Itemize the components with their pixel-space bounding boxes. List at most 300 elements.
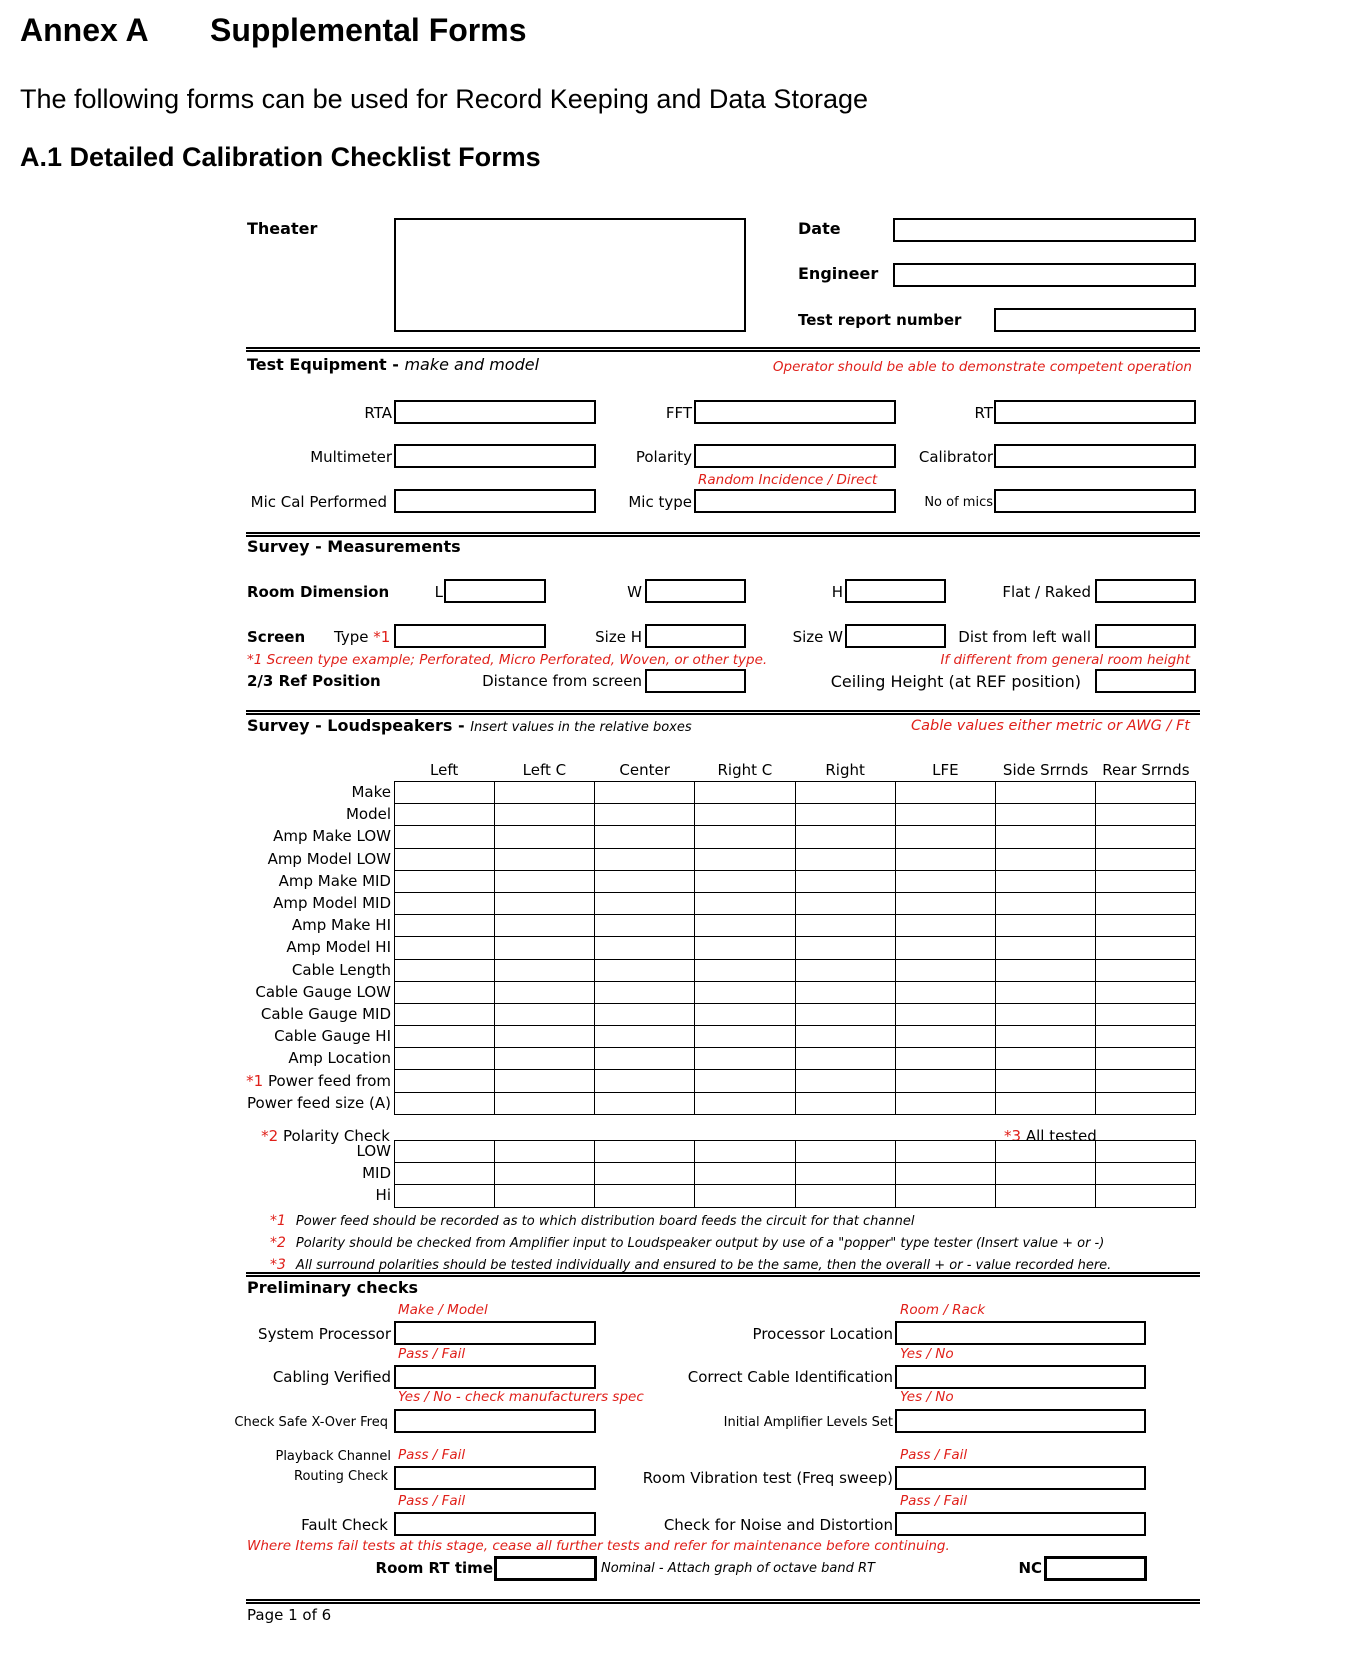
footnote-star: *2: [270, 1235, 286, 1251]
table-cell[interactable]: [495, 826, 595, 848]
table-cell[interactable]: [895, 1092, 995, 1114]
dist-left-wall-field[interactable]: [1095, 624, 1196, 648]
mic-type-hint: Random Incidence / Direct: [698, 472, 878, 488]
footnote: [270, 1213, 914, 1229]
column-header: Left: [430, 761, 459, 779]
table-cell[interactable]: [495, 892, 595, 914]
table-cell[interactable]: [995, 981, 1095, 1003]
table-cell[interactable]: [695, 1026, 795, 1048]
table-cell[interactable]: [795, 959, 895, 981]
table-cell[interactable]: [395, 937, 495, 959]
polarity-row-label: Hi: [375, 1186, 391, 1205]
table-cell[interactable]: [395, 1185, 495, 1207]
row-label: Cable Length: [291, 960, 391, 979]
row-label: Amp Model MID: [273, 894, 391, 912]
column-header: Center: [619, 761, 670, 779]
safe-xover-label: Check Safe X-Over Freq: [234, 1415, 388, 1430]
table-cell[interactable]: [595, 959, 695, 981]
table-cell[interactable]: [895, 892, 995, 914]
footnote-text: Power feed should be recorded as to which distribution board feeds the circuit for that channel: [295, 1214, 915, 1229]
row-label: Amp Make MID: [278, 871, 391, 890]
table-cell[interactable]: [495, 1048, 595, 1070]
table-cell[interactable]: [395, 826, 495, 848]
table-cell[interactable]: [595, 915, 695, 937]
table-cell[interactable]: [1095, 1003, 1195, 1025]
table-cell[interactable]: [595, 1185, 695, 1207]
screen-type-label: Type *1: [334, 628, 391, 646]
mic-cal-label: Mic Cal Performed: [250, 493, 387, 511]
table-cell[interactable]: [795, 804, 895, 826]
table-row: [395, 1003, 1196, 1025]
table-cell[interactable]: [695, 870, 795, 892]
table-cell[interactable]: [595, 1026, 695, 1048]
table-cell[interactable]: [495, 804, 595, 826]
table-cell[interactable]: [895, 1163, 995, 1185]
column-header: Side Srrnds: [1002, 761, 1089, 779]
table-cell[interactable]: [695, 848, 795, 870]
polarity-check-label: *2 Polarity Check: [261, 1127, 390, 1145]
table-cell[interactable]: [395, 782, 495, 804]
table-cell[interactable]: [395, 848, 495, 870]
table-cell[interactable]: [495, 848, 595, 870]
mic-type-field[interactable]: [694, 489, 896, 513]
row-label: Amp Model HI: [286, 938, 391, 957]
table-cell[interactable]: [995, 1092, 1095, 1114]
table-cell[interactable]: [995, 1185, 1095, 1207]
table-row: [395, 782, 1196, 804]
table-cell[interactable]: [1095, 782, 1195, 804]
column-header: Rear Srrnds: [1102, 761, 1190, 779]
row-label: Power feed size (A): [247, 1093, 391, 1112]
table-row: [395, 1092, 1196, 1114]
table-cell[interactable]: [695, 981, 795, 1003]
table-cell[interactable]: [795, 1070, 895, 1092]
table-cell[interactable]: [995, 1070, 1095, 1092]
table-row: [395, 804, 1196, 826]
table-cell[interactable]: [795, 1092, 895, 1114]
table-cell[interactable]: [995, 892, 1095, 914]
loudspeakers-heading: Survey - Loudspeakers - Insert values in the relative boxes: [247, 716, 692, 735]
table-cell[interactable]: [595, 804, 695, 826]
table-cell[interactable]: [895, 1070, 995, 1092]
row-label-text: Power feed from: [267, 1071, 391, 1090]
table-cell[interactable]: [495, 1141, 595, 1163]
table-cell[interactable]: [795, 892, 895, 914]
table-row: [395, 892, 1196, 914]
table-cell[interactable]: [1095, 1026, 1195, 1048]
dist-screen-label: Distance from screen: [482, 672, 642, 690]
height-note: If different from general room height: [940, 652, 1190, 668]
table-cell[interactable]: [695, 1141, 795, 1163]
cable-values-note: Cable values either metric or AWG / Ft: [911, 718, 1190, 734]
table-cell[interactable]: [495, 870, 595, 892]
table-cell[interactable]: [395, 1163, 495, 1185]
calibrator-field[interactable]: [994, 444, 1196, 468]
table-cell[interactable]: [895, 1048, 995, 1070]
table-cell[interactable]: [895, 1141, 995, 1163]
table-cell[interactable]: [695, 1163, 795, 1185]
table-cell[interactable]: [895, 1185, 995, 1207]
table-row: [395, 870, 1196, 892]
ref-position-label: 2/3 Ref Position: [247, 672, 381, 690]
table-cell[interactable]: [895, 804, 995, 826]
row-label: Cable Gauge HI: [274, 1027, 391, 1046]
table-cell[interactable]: [395, 915, 495, 937]
table-cell[interactable]: [695, 915, 795, 937]
operator-note: Operator should be able to demonstrate competent operation: [772, 359, 1192, 375]
polarity-table: [394, 1140, 1196, 1208]
table-cell[interactable]: [495, 1163, 595, 1185]
room-dimension-label: Room Dimension: [247, 583, 390, 601]
table-cell[interactable]: [695, 959, 795, 981]
noise-distortion-field[interactable]: [895, 1512, 1146, 1536]
table-cell[interactable]: [695, 804, 795, 826]
mic-type-label: Mic type: [628, 493, 692, 511]
table-cell[interactable]: [895, 959, 995, 981]
no-mics-label: No of mics: [924, 495, 993, 510]
section-rule: [246, 710, 1200, 715]
vibration-hint: Pass / Fail: [900, 1447, 968, 1463]
cabling-verified-label: Cabling Verified: [272, 1368, 391, 1386]
table-cell[interactable]: [1095, 981, 1195, 1003]
routing-check-label: Routing Check: [294, 1469, 388, 1484]
table-cell[interactable]: [495, 959, 595, 981]
date-field[interactable]: [893, 218, 1196, 242]
table-cell[interactable]: [595, 826, 695, 848]
table-cell[interactable]: [495, 981, 595, 1003]
table-cell[interactable]: [595, 981, 695, 1003]
system-processor-field[interactable]: [394, 1321, 596, 1345]
test-report-label: Test report number: [798, 311, 962, 329]
table-cell[interactable]: [595, 1092, 695, 1114]
table-row: [395, 826, 1196, 848]
row-label: Amp Make LOW: [273, 827, 391, 846]
table-row: [395, 1070, 1196, 1092]
table-cell[interactable]: [595, 782, 695, 804]
table-cell[interactable]: [995, 826, 1095, 848]
table-cell[interactable]: [895, 870, 995, 892]
mic-cal-field[interactable]: [394, 489, 596, 513]
table-cell[interactable]: [1095, 959, 1195, 981]
table-cell[interactable]: [995, 1141, 1095, 1163]
polarity-field[interactable]: [694, 444, 896, 468]
table-cell[interactable]: [395, 959, 495, 981]
table-cell[interactable]: [595, 1070, 695, 1092]
table-cell[interactable]: [895, 981, 995, 1003]
room-rt-label: Room RT time: [375, 1559, 493, 1577]
xover-hint: Yes / No - check manufacturers spec: [398, 1389, 644, 1405]
pass-fail-hint: Pass / Fail: [398, 1346, 466, 1362]
table-cell[interactable]: [1095, 1070, 1195, 1092]
all-tested-label: *3 All tested: [1004, 1127, 1097, 1145]
h-label: H: [831, 583, 843, 601]
footnote: [270, 1235, 1104, 1251]
row-label: [246, 1072, 391, 1090]
engineer-field[interactable]: [893, 263, 1196, 287]
section-rule: [246, 347, 1200, 352]
table-cell[interactable]: [695, 1048, 795, 1070]
table-cell[interactable]: [695, 1003, 795, 1025]
multimeter-field[interactable]: [394, 444, 596, 468]
routing-check-field[interactable]: [394, 1466, 596, 1490]
table-row: [395, 915, 1196, 937]
table-cell[interactable]: [1095, 1185, 1195, 1207]
row-label: Amp Location: [288, 1049, 391, 1068]
row-label: Model: [345, 805, 391, 824]
table-row: [395, 1048, 1196, 1070]
table-cell[interactable]: [895, 937, 995, 959]
table-cell[interactable]: [395, 1141, 495, 1163]
table-cell[interactable]: [995, 1163, 1095, 1185]
nominal-note: Nominal - Attach graph of octave band RT: [601, 1561, 875, 1576]
row-label: Amp Model LOW: [267, 849, 391, 868]
fault-check-field[interactable]: [394, 1512, 596, 1536]
yes-no-hint: Yes / No: [900, 1346, 954, 1362]
footnote-star: *1: [270, 1213, 286, 1229]
table-row: [395, 1163, 1196, 1185]
table-cell[interactable]: [695, 1185, 795, 1207]
page-number: Page 1 of 6: [247, 1606, 332, 1624]
power-feed-star: *1: [246, 1071, 264, 1090]
table-cell[interactable]: [895, 915, 995, 937]
table-cell[interactable]: [795, 1141, 895, 1163]
fft-field[interactable]: [694, 400, 896, 424]
table-cell[interactable]: [795, 782, 895, 804]
table-cell[interactable]: [395, 1092, 495, 1114]
row-label: Cable Gauge MID: [260, 1005, 391, 1023]
screen-type-note: *1 Screen type example; Perforated, Micro Perforated, Woven, or other type.: [247, 652, 768, 668]
table-cell[interactable]: [1095, 937, 1195, 959]
annex-label: Annex A: [20, 12, 149, 48]
initial-amp-field[interactable]: [895, 1409, 1146, 1433]
l-label: L: [434, 583, 443, 601]
table-row: [395, 959, 1196, 981]
table-cell[interactable]: [795, 1163, 895, 1185]
test-equipment-heading: Test Equipment - make and model: [247, 355, 540, 374]
table-cell[interactable]: [1095, 915, 1195, 937]
w-label: W: [627, 583, 642, 601]
room-rack-hint: Room / Rack: [900, 1302, 986, 1318]
room-vibration-label: Room Vibration test (Freq sweep): [642, 1469, 893, 1487]
table-cell[interactable]: [1095, 826, 1195, 848]
section-rule: [246, 1272, 1200, 1277]
speaker-table: [394, 781, 1196, 1115]
footnote: [270, 1257, 1111, 1273]
size-h-label: Size H: [595, 628, 642, 646]
table-row: [395, 1185, 1196, 1207]
survey-measurements-heading: Survey - Measurements: [247, 537, 461, 556]
table-cell[interactable]: [395, 892, 495, 914]
safe-xover-field[interactable]: [394, 1409, 596, 1433]
screen-size-w-field[interactable]: [845, 624, 946, 648]
table-cell[interactable]: [995, 959, 1095, 981]
row-label: Cable Gauge LOW: [255, 982, 391, 1001]
footnote-text: All surround polarities should be tested individually and ensured to be the same, then the overall + or - value recorded here.: [295, 1258, 1112, 1273]
fail-note: Where Items fail tests at this stage, cease all further tests and refer for maintenance before continuing.: [247, 1538, 950, 1554]
table-cell[interactable]: [795, 848, 895, 870]
table-cell[interactable]: [995, 804, 1095, 826]
polarity-row-label: LOW: [356, 1142, 391, 1160]
section-title: A.1 Detailed Calibration Checklist Forms: [20, 142, 541, 172]
table-row: [395, 981, 1196, 1003]
intro-text: The following forms can be used for Record Keeping and Data Storage: [20, 84, 868, 114]
table-cell[interactable]: [1095, 870, 1195, 892]
table-cell[interactable]: [995, 848, 1095, 870]
flat-raked-label: Flat / Raked: [1002, 583, 1091, 601]
footer-rule: [246, 1599, 1200, 1604]
room-rt-field[interactable]: [494, 1556, 597, 1581]
table-cell[interactable]: [395, 1048, 495, 1070]
table-cell[interactable]: [995, 782, 1095, 804]
size-w-label: Size W: [792, 628, 843, 646]
table-cell[interactable]: [695, 1070, 795, 1092]
table-cell[interactable]: [795, 1026, 895, 1048]
table-cell[interactable]: [795, 981, 895, 1003]
table-cell[interactable]: [695, 892, 795, 914]
table-cell[interactable]: [795, 826, 895, 848]
table-cell[interactable]: [895, 848, 995, 870]
table-cell[interactable]: [595, 870, 695, 892]
table-cell[interactable]: [695, 782, 795, 804]
table-cell[interactable]: [1095, 1048, 1195, 1070]
ceiling-field[interactable]: [1095, 669, 1196, 693]
table-cell[interactable]: [995, 1026, 1095, 1048]
correct-cable-label: Correct Cable Identification: [687, 1368, 893, 1386]
row-label: Make: [351, 783, 391, 801]
rt-field[interactable]: [994, 400, 1196, 424]
table-cell[interactable]: [595, 937, 695, 959]
table-cell[interactable]: [495, 1185, 595, 1207]
table-cell[interactable]: [795, 1185, 895, 1207]
table-cell[interactable]: [595, 1141, 695, 1163]
date-label: Date: [798, 219, 841, 238]
table-cell[interactable]: [495, 782, 595, 804]
table-cell[interactable]: [1095, 804, 1195, 826]
table-row: [395, 848, 1196, 870]
table-cell[interactable]: [695, 826, 795, 848]
table-cell[interactable]: [495, 1070, 595, 1092]
screen-type-field[interactable]: [394, 624, 546, 648]
table-cell[interactable]: [795, 915, 895, 937]
table-cell[interactable]: [595, 1163, 695, 1185]
column-header: Left C: [522, 761, 567, 779]
table-cell[interactable]: [495, 915, 595, 937]
column-header: LFE: [932, 761, 959, 779]
processor-location-label: Processor Location: [752, 1325, 893, 1343]
column-header: Right C: [717, 761, 773, 779]
theater-label: Theater: [247, 219, 318, 238]
test-report-field[interactable]: [994, 308, 1196, 332]
table-cell[interactable]: [395, 804, 495, 826]
dist-screen-field[interactable]: [645, 669, 746, 693]
table-cell[interactable]: [595, 1048, 695, 1070]
processor-location-field[interactable]: [895, 1321, 1146, 1345]
table-cell[interactable]: [495, 1026, 595, 1048]
table-cell[interactable]: [1095, 1092, 1195, 1114]
table-cell[interactable]: [495, 937, 595, 959]
initial-amp-label: Initial Amplifier Levels Set: [723, 1415, 893, 1430]
table-cell[interactable]: [995, 870, 1095, 892]
table-cell[interactable]: [795, 937, 895, 959]
table-cell[interactable]: [895, 1003, 995, 1025]
polarity-label: Polarity: [635, 448, 692, 466]
table-cell[interactable]: [995, 1003, 1095, 1025]
polarity-row-label: MID: [362, 1164, 391, 1183]
table-cell[interactable]: [895, 1026, 995, 1048]
rta-label: RTA: [364, 404, 392, 422]
table-cell[interactable]: [395, 1070, 495, 1092]
table-cell[interactable]: [1095, 1141, 1195, 1163]
table-row: [395, 937, 1196, 959]
screen-label: Screen: [247, 628, 306, 646]
fault-hint: Pass / Fail: [398, 1493, 466, 1509]
table-cell[interactable]: [795, 1048, 895, 1070]
table-cell[interactable]: [795, 870, 895, 892]
table-cell[interactable]: [995, 915, 1095, 937]
noise-distortion-label: Check for Noise and Distortion: [663, 1516, 893, 1534]
table-cell[interactable]: [995, 937, 1095, 959]
engineer-label: Engineer: [798, 264, 879, 283]
row-label: Amp Make HI: [291, 916, 391, 935]
theater-field[interactable]: [394, 218, 746, 332]
table-cell[interactable]: [495, 1003, 595, 1025]
nc-field[interactable]: [1044, 1556, 1147, 1581]
table-cell[interactable]: [395, 870, 495, 892]
screen-size-h-field[interactable]: [645, 624, 746, 648]
table-cell[interactable]: [895, 826, 995, 848]
annex-title: Supplemental Forms: [210, 12, 527, 48]
table-cell[interactable]: [495, 1092, 595, 1114]
preliminary-heading: Preliminary checks: [247, 1278, 419, 1297]
column-header: Right: [825, 761, 865, 779]
table-cell[interactable]: [1095, 892, 1195, 914]
flat-raked-field[interactable]: [1095, 579, 1196, 603]
room-height-field[interactable]: [845, 579, 946, 603]
nc-label: NC: [1018, 1559, 1042, 1577]
room-width-field[interactable]: [645, 579, 746, 603]
table-cell[interactable]: [595, 892, 695, 914]
table-cell[interactable]: [1095, 848, 1195, 870]
table-cell[interactable]: [395, 981, 495, 1003]
room-length-field[interactable]: [444, 579, 546, 603]
footnote-star: *3: [270, 1257, 286, 1273]
table-cell[interactable]: [1095, 1163, 1195, 1185]
room-vibration-field[interactable]: [895, 1466, 1146, 1490]
ceiling-label: Ceiling Height (at REF position): [830, 672, 1081, 691]
table-cell[interactable]: [595, 1003, 695, 1025]
table-cell[interactable]: [795, 1003, 895, 1025]
dist-left-wall-label: Dist from left wall: [958, 628, 1091, 646]
footnote-text: Polarity should be checked from Amplifier input to Loudspeaker output by use of a "popper" type tester (Insert value + or -): [295, 1236, 1105, 1251]
correct-cable-field[interactable]: [895, 1365, 1146, 1389]
cabling-verified-field[interactable]: [394, 1365, 596, 1389]
table-cell[interactable]: [895, 782, 995, 804]
table-cell[interactable]: [595, 848, 695, 870]
table-cell[interactable]: [695, 1092, 795, 1114]
table-cell[interactable]: [395, 1026, 495, 1048]
table-cell[interactable]: [695, 937, 795, 959]
table-cell[interactable]: [995, 1048, 1095, 1070]
system-processor-label: System Processor: [258, 1325, 391, 1343]
rt-label: RT: [974, 404, 993, 422]
table-row: [395, 1141, 1196, 1163]
noise-hint: Pass / Fail: [900, 1493, 968, 1509]
rta-field[interactable]: [394, 400, 596, 424]
playback-hint: Pass / Fail: [398, 1447, 466, 1463]
calibrator-label: Calibrator: [918, 448, 993, 466]
table-cell[interactable]: [395, 1003, 495, 1025]
no-mics-field[interactable]: [994, 489, 1196, 513]
